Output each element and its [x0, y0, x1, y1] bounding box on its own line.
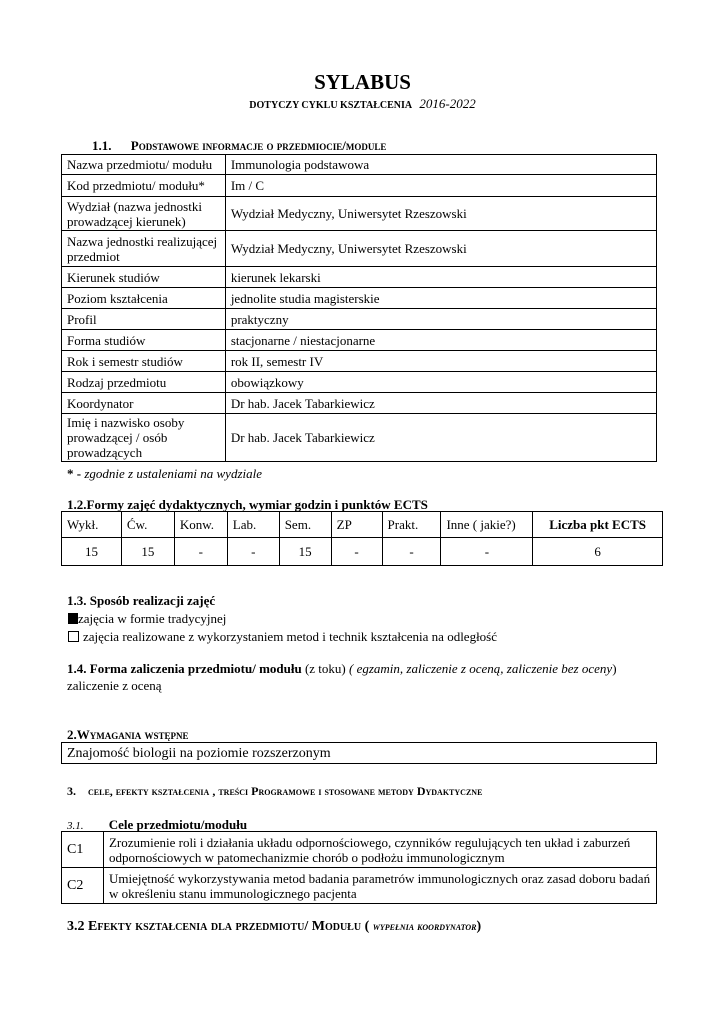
ects-header-cell: Prakt.	[382, 512, 441, 538]
section-3-2-hint: wypełnia koordynator	[372, 919, 477, 933]
ects-value-cell: -	[382, 538, 441, 566]
section-1-4-hint-close: )	[612, 661, 617, 676]
prerequisites-value: Znajomość biologii na poziomie rozszerzonym	[62, 743, 657, 764]
info-value: stacjonarne / niestacjonarne	[225, 330, 656, 351]
section-3-1-title: Cele przedmiotu/modułu	[108, 817, 248, 832]
footnote	[67, 466, 262, 482]
objective-text: Umiejętność wykorzystywania metod badania parametrów immunologicznych oraz zasad doboru badań w określeniu stanu immunologicznego pacjenta	[103, 868, 656, 904]
section-3-2-heading	[67, 919, 481, 935]
info-value: jednolite studia magisterskie	[225, 288, 656, 309]
section-1-1-number: 1.1.	[92, 138, 112, 153]
info-label: Profil	[62, 309, 226, 330]
info-label: Nazwa jednostki realizującej przedmiot	[62, 231, 226, 267]
page-subtitle	[0, 96, 725, 112]
info-value: Wydział Medyczny, Uniwersytet Rzeszowski	[225, 231, 656, 267]
ects-header-cell: Konw.	[174, 512, 227, 538]
info-label: Imię i nazwisko osoby prowadzącej / osób prowadzących	[62, 414, 226, 462]
ects-header-cell: Ćw.	[121, 512, 174, 538]
ects-value-cell: 15	[121, 538, 174, 566]
option-traditional	[68, 611, 226, 627]
info-value: Im / C	[225, 175, 656, 197]
info-label: Rok i semestr studiów	[62, 351, 226, 372]
ects-header-cell: Liczba pkt ECTS	[533, 512, 663, 538]
basic-info-table	[61, 154, 657, 462]
section-1-4-title: 1.4. Forma zaliczenia przedmiotu/ modułu	[67, 661, 302, 676]
objective-code: C1	[62, 832, 104, 868]
section-1-3-heading: 1.3. Sposób realizacji zajęć	[67, 593, 216, 608]
ects-header-cell: Sem.	[279, 512, 331, 538]
info-label: Kierunek studiów	[62, 267, 226, 288]
objective-row	[62, 832, 657, 868]
section-1-4-heading	[67, 661, 617, 677]
info-row	[62, 288, 657, 309]
section-3-2-title: 3.2 Efekty kształcenia dla przedmiotu/ Modułu (	[67, 919, 370, 934]
info-value: Dr hab. Jacek Tabarkiewicz	[225, 414, 656, 462]
info-value: Dr hab. Jacek Tabarkiewicz	[225, 393, 656, 414]
info-value: Immunologia podstawowa	[225, 155, 656, 175]
section-1-4-plain: (z toku)	[301, 661, 349, 676]
option-remote-label: zajęcia realizowane z wykorzystaniem metod i technik kształcenia na odległość	[83, 629, 498, 644]
section-1-2-heading: 1.2.Formy zajęć dydaktycznych, wymiar godzin i punktów ECTS	[67, 497, 428, 512]
ects-value-cell: -	[331, 538, 382, 566]
section-3-1-number: 3.1.	[67, 820, 84, 832]
ects-value-cell: -	[441, 538, 533, 566]
ects-value-cell: 15	[62, 538, 122, 566]
info-value: rok II, semestr IV	[225, 351, 656, 372]
ects-header-cell: ZP	[331, 512, 382, 538]
ects-table	[61, 511, 663, 566]
info-row	[62, 351, 657, 372]
section-1-1-heading	[92, 138, 386, 154]
section-3-heading: 3. cele, efekty kształcenia , treści Programowe i stosowane metody Dydaktyczne	[67, 784, 483, 798]
footnote-text: zgodnie z ustaleniami na wydziale	[84, 466, 263, 481]
info-value: Wydział Medyczny, Uniwersytet Rzeszowski	[225, 197, 656, 231]
ects-header-cell: Wykł.	[62, 512, 122, 538]
objective-code: C2	[62, 868, 104, 904]
info-value: obowiązkowy	[225, 372, 656, 393]
ects-header-cell: Inne ( jakie?)	[441, 512, 533, 538]
assessment-form-value: zaliczenie z oceną	[67, 678, 162, 693]
info-row	[62, 393, 657, 414]
info-label: Forma studiów	[62, 330, 226, 351]
checkbox-checked-icon[interactable]	[68, 613, 78, 624]
info-label: Wydział (nazwa jednostki prowadzącej kierunek)	[62, 197, 226, 231]
info-label: Koordynator	[62, 393, 226, 414]
info-value: kierunek lekarski	[225, 267, 656, 288]
info-row	[62, 414, 657, 462]
ects-header-cell: Lab.	[227, 512, 279, 538]
section-3-2-close: )	[476, 919, 482, 934]
ects-value-cell: 15	[279, 538, 331, 566]
ects-value-cell: -	[174, 538, 227, 566]
info-row	[62, 197, 657, 231]
objective-text: Zrozumienie roli i działania układu odpornościowego, czynników regulujących ten układ i zaburzeń odpornościowych w patomechanizmie chorób o podłożu immunologicznym	[103, 832, 656, 868]
info-label: Kod przedmiotu/ modułu*	[62, 175, 226, 197]
info-row	[62, 309, 657, 330]
objectives-table	[61, 831, 657, 904]
section-2-heading: 2.Wymagania wstępne	[67, 727, 189, 742]
footnote-star: * -	[67, 466, 82, 481]
info-row	[62, 155, 657, 175]
option-traditional-label: zajęcia w formie tradycyjnej	[78, 611, 227, 626]
info-row	[62, 231, 657, 267]
objective-row	[62, 868, 657, 904]
page-title: SYLABUS	[314, 70, 411, 94]
ects-value-cell: 6	[533, 538, 663, 566]
prerequisites-table	[61, 742, 657, 764]
cycle-years: 2016-2022	[419, 96, 476, 111]
info-row	[62, 330, 657, 351]
section-1-1-title: Podstawowe informacje o przedmiocie/module	[130, 138, 387, 153]
info-row	[62, 372, 657, 393]
ects-value-cell: -	[227, 538, 279, 566]
info-label: Nazwa przedmiotu/ modułu	[62, 155, 226, 175]
info-label: Rodzaj przedmiotu	[62, 372, 226, 393]
info-row	[62, 267, 657, 288]
section-1-4-hint: ( egzamin, zaliczenie z oceną, zaliczenie bez oceny	[349, 661, 613, 676]
info-value: praktyczny	[225, 309, 656, 330]
info-row	[62, 175, 657, 197]
subtitle-text: DOTYCZY CYKLU KSZTAŁCENIA	[249, 100, 413, 111]
info-label: Poziom kształcenia	[62, 288, 226, 309]
checkbox-unchecked-icon[interactable]	[68, 631, 79, 642]
option-remote	[68, 629, 497, 645]
